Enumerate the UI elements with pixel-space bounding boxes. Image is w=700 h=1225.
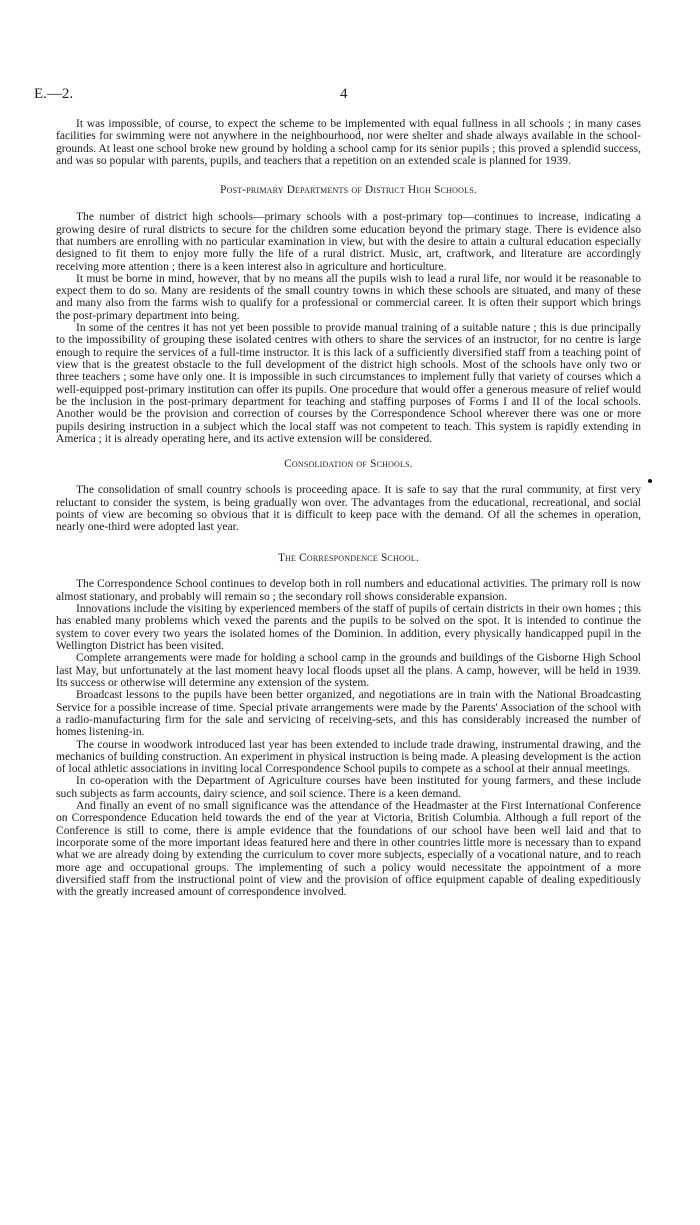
paragraph: The consolidation of small country schools is proceeding apace. It is safe to say that the rural community, at first very reluctant to consider the system, is being gradually won over. The advantages from the educational, recreational, and social points of view are becoming so obvious that it is difficult to keep pace with the demand. Of all the schemes in operation, nearly one-third were adopted last year. <box>56 484 641 534</box>
page-header <box>34 86 666 106</box>
paragraph: Broadcast lessons to the pupils have been better organized, and negotiations are in train with the National Broadcasting Service for a possible increase of time. Special private arrangements were made by the Parents' Association of the school with a radio-manufacturing firm for the sale and servicing of receiving-sets, and this has considerably increased the number of homes listening-in. <box>56 689 641 739</box>
page-number: 4 <box>340 86 348 102</box>
section-heading-correspondence: The Correspondence School. <box>277 552 420 565</box>
report-reference: E.—2. <box>34 86 74 102</box>
paragraph: Complete arrangements were made for holding a school camp in the grounds and buildings of the Gisborne High School last May, but unfortunately at the last moment heavy local floods upset all the plans. A camp, however, will be held in 1939. Its success or otherwise will determine any extension of the system. <box>56 652 641 689</box>
paragraph: And finally an event of no small significance was the attendance of the Headmaster at the First International Conference on Correspondence Education held towards the end of the year at Victoria, British Columbia. Although a full report of the Conference is still to come, there is ample evidence that the foundations of our school have been well laid and that to incorporate some of the more important ideas featured here and there in other countries little more is necessary than to expand what we are already doing by extending the curriculum to cover more subjects, especially of a vocational nature, and to reach more age and occupational groups. The implementing of such a policy would necessitate the appointment of a more diversified staff from the instructional point of view and the provision of office equipment capable of dealing expeditiously with the greatly increased amount of correspondence involved. <box>56 800 641 899</box>
intro-paragraph: It was impossible, of course, to expect the scheme to be implemented with equal fullness in all schools ; in many cases facilities for swimming were not anywhere in the neighbourhood, nor were shelter and shade always available in the school-grounds. At least one school broke new ground by holding a school camp for its senior pupils ; this proved a splendid success, and was so popular with parents, pupils, and teachers that a repetition on an extended scale is planned for 1939. <box>56 118 641 167</box>
page-body <box>56 118 641 899</box>
paragraph: In co-operation with the Department of Agriculture courses have been instituted for young farmers, and these include such subjects as farm accounts, dairy science, and soil science. There is a keen demand. <box>56 775 641 800</box>
paragraph: The number of district high schools—primary schools with a post-primary top—continues to increase, indicating a growing desire of rural districts to secure for the children some education beyond the primary stage. There is evidence also that numbers are enrolling with no particular examination in view, but with the desire to attain a cultural education especially designed to fit them to enjoy more fully the life of a rural district. Music, art, craftwork, and literature are accordingly receiving more attention ; there is a keen interest also in agriculture and horticulture. <box>56 211 641 273</box>
paragraph: The course in woodwork introduced last year has been extended to include trade drawing, instrumental drawing, and the mechanics of building construction. An experiment in physical instruction is being made. A pleasing development is the action of local athletic associations in inviting local Correspondence School pupils to compete as a school at their annual meetings. <box>56 738 641 776</box>
section-heading-consolidation: Consolidation of Schools. <box>284 458 413 471</box>
paragraph: In some of the centres it has not yet been possible to provide manual training of a suitable nature ; this is due principally to the impossibility of grouping these isolated centres with others to share the services of an instructor, for no centre is large enough to require the services of a full-time instructor. It is this lack of a sufficiently diversified staff from a teaching point of view that is the greatest obstacle to the full development of the district high schools. Most of the schools have only two or three teachers ; some have only one. It is impossible in such circumstances to implement fully that variety of courses which a well-equipped post-primary institution can offer its pupils. One procedure that would offer a generous measure of relief would be the inclusion in the post-primary department for teaching and staffing purposes of Forms I and II of the local schools. Another would be the provision and correction of courses by the Correspondence School wherever there was one or more pupils desiring instruction in a subject which the local staff was not competent to teach. This system is rapidly extending in America ; it is already operating here, and its active extension will be considered. <box>56 322 641 445</box>
paragraph: It must be borne in mind, however, that by no means all the pupils wish to lead a rural life, nor would it be reasonable to expect them to do so. Many are residents of the small country towns in which these schools are situated, and many of these and many also from the farms wish to qualify for a professional or commercial career. It is often their support which brings the post-primary department into being. <box>56 272 641 322</box>
paragraph: The Correspondence School continues to develop both in roll numbers and educational activities. The primary roll is now almost stationary, and probably will remain so ; the secondary roll shows considerable expansion. <box>56 578 641 603</box>
section-heading-post-primary: Post-primary Departments of District High Schools. <box>220 184 477 197</box>
margin-mark <box>648 479 652 483</box>
paragraph: Innovations include the visiting by experienced members of the staff of pupils of certain districts in their own homes ; this has enabled many problems which vexed the parents and the pupils to be solved on the spot. It is intended to continue the system to cover every two years the isolated homes of the Dominion. In addition, every physically handicapped pupil in the Wellington District has been visited. <box>56 603 641 652</box>
